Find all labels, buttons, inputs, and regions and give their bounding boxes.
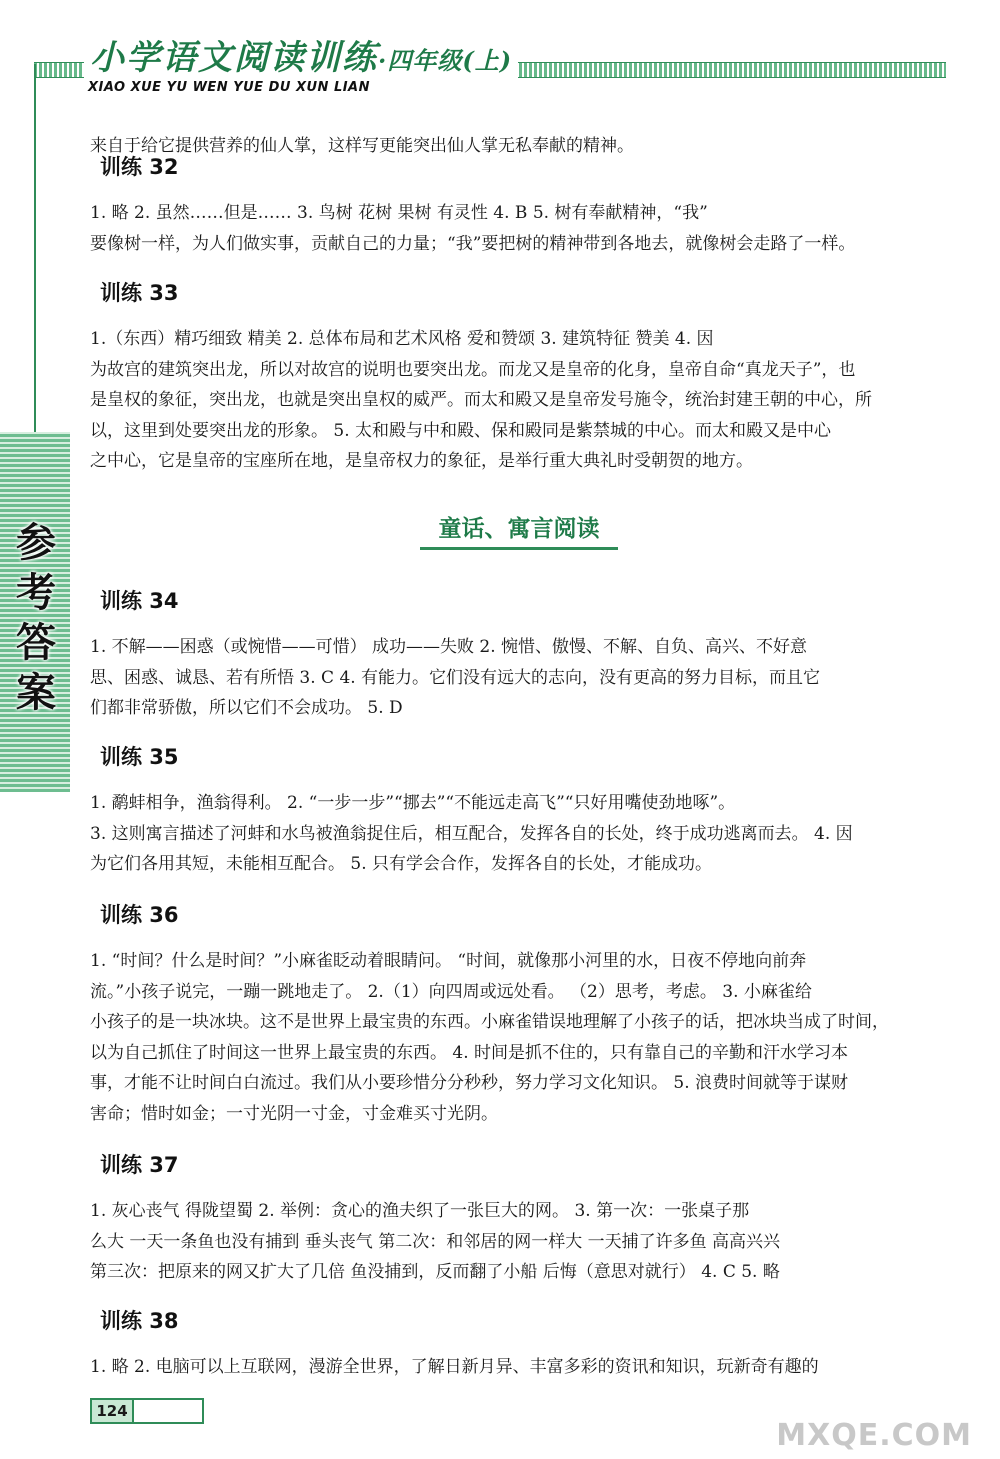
answer-line: 小孩子的是一块冰块。这不是世界上最宝贵的东西。小麻雀错误地理解了小孩子的话，把冰块当成了时间， xyxy=(90,1012,889,1032)
book-title-pinyin: XIAO XUE YU WEN YUE DU XUN LIAN xyxy=(88,80,370,95)
section-title: 训练 32 xyxy=(100,155,179,179)
answer-line: 1. 鹬蚌相争，渔翁得利。 2. “一步一步”“挪去”“不能远走高飞”“只好用嘴使劲地啄”。 xyxy=(90,793,736,813)
intro-line: 来自于给它提供营养的仙人掌，这样写更能突出仙人掌无私奉献的精神。 xyxy=(90,136,634,156)
section-training-36 xyxy=(90,900,948,1129)
answer-line: 为它们各用其短，未能相互配合。 5. 只有学会合作，发挥各自的长处，才能成功。 xyxy=(90,854,713,874)
side-tab-char: 参 xyxy=(16,520,56,566)
section-title: 训练 35 xyxy=(100,745,179,769)
answer-line: 为故宫的建筑突出龙，所以对故宫的说明也要突出龙。而龙又是皇帝的化身，皇帝自命“真龙天子”，也 xyxy=(90,359,856,380)
section-training-33 xyxy=(90,278,948,477)
page-number-box xyxy=(90,1398,204,1424)
left-margin-rule xyxy=(34,64,36,434)
section-title: 训练 33 xyxy=(100,281,179,305)
page-number: 124 xyxy=(92,1400,134,1422)
answer-line: 以为自己抓住了时间这一世界上最宝贵的东西。 4. 时间是抓不住的，只有靠自己的辛勤和汗水学习本 xyxy=(90,1042,849,1063)
answer-line: 么大 一天一条鱼也没有捕到 垂头丧气 第二次：和邻居的网一样大 一天捕了许多鱼 高高兴兴 xyxy=(90,1231,781,1252)
category-heading: 童话、寓言阅读 xyxy=(420,510,618,550)
section-title: 训练 38 xyxy=(100,1309,179,1333)
section-body xyxy=(90,198,948,259)
answer-line: 1. 略 2. 电脑可以上互联网，漫游全世界，了解日新月异、丰富多彩的资讯和知识，玩新奇有趣的 xyxy=(90,1357,819,1377)
answer-line: 1.（东西）精巧细致 精美 2. 总体布局和艺术风格 爱和赞颂 3. 建筑特征 赞美 4. 因 xyxy=(90,329,714,349)
section-title: 训练 37 xyxy=(100,1153,179,1177)
answer-line: 是皇权的象征，突出龙，也就是突出皇权的威严。而太和殿又是皇帝发号施令，统治封建王朝的中心，所 xyxy=(90,390,872,410)
section-body xyxy=(90,788,948,880)
section-title: 训练 34 xyxy=(100,589,179,613)
section-training-32 xyxy=(90,152,948,259)
answer-line: 以，这里到处要突出龙的形象。 5. 太和殿与中和殿、保和殿同是紫禁城的中心。而太和殿又是中心 xyxy=(90,420,832,441)
section-training-37 xyxy=(90,1150,948,1288)
answer-line: 1. 灰心丧气 得陇望蜀 2. 举例：贪心的渔夫织了一张巨大的网。 3. 第一次：一张桌子那 xyxy=(90,1201,750,1221)
answer-line: 事，才能不让时间白白流过。我们从小要珍惜分分秒秒，努力学习文化知识。 5. 浪费时间就等于谋财 xyxy=(90,1073,849,1093)
page-header xyxy=(0,0,1000,100)
section-training-38 xyxy=(90,1306,948,1383)
watermark: MXQE.COM xyxy=(776,1418,972,1453)
answer-line: 第三次：把原来的网又扩大了几倍 鱼没捕到，反而翻了小船 后悔（意思对就行） 4. C 5. 略 xyxy=(90,1262,780,1282)
side-tab-char: 答 xyxy=(16,620,56,666)
answer-line: 1. 不解——困惑（或惋惜——可惜） 成功——失败 2. 惋惜、傲慢、不解、自负、高兴、不好意 xyxy=(90,637,808,657)
side-tab-char: 案 xyxy=(16,670,56,716)
answer-line: 之中心，它是皇帝的宝座所在地，是皇帝权力的象征，是举行重大典礼时受朝贺的地方。 xyxy=(90,451,753,471)
side-tab-label xyxy=(8,518,64,718)
book-title-main: 小学语文阅读训练 xyxy=(90,38,378,78)
answer-line: 们都非常骄傲，所以它们不会成功。 5. D xyxy=(90,698,403,718)
side-tab-char: 考 xyxy=(16,570,56,616)
section-body xyxy=(90,946,948,1129)
answer-line: 要像树一样，为人们做实事，贡献自己的力量；“我”要把树的精神带到各地去，就像树会走路了一样。 xyxy=(90,233,856,254)
answer-line: 1. 略 2. 虽然……但是…… 3. 鸟树 花树 果树 有灵性 4. B 5. 树有奉献精神，“我” xyxy=(90,203,708,223)
section-training-35 xyxy=(90,742,948,880)
answer-line: 流。”小孩子说完，一蹦一跳地走了。 2.（1）向四周或远处看。 （2）思考，考虑。 3. 小麻雀给 xyxy=(90,981,812,1002)
answer-line: 3. 这则寓言描述了河蚌和水鸟被渔翁捉住后，相互配合，发挥各自的长处，终于成功逃离而去。 4. 因 xyxy=(90,823,853,844)
answer-line: 思、困惑、诚恳、若有所悟 3. C 4. 有能力。它们没有远大的志向，没有更高的努力目标，而且它 xyxy=(90,667,821,688)
section-body xyxy=(90,1196,948,1288)
section-body xyxy=(90,632,948,724)
section-body xyxy=(90,1352,948,1383)
answer-line: 害命；惜时如金；一寸光阴一寸金，寸金难买寸光阴。 xyxy=(90,1103,498,1124)
book-title-grade: ·四年级(上) xyxy=(378,46,513,75)
section-training-34 xyxy=(90,586,948,724)
answer-line: 1. “时间？什么是时间？”小麻雀眨动着眼睛问。 “时间，就像那小河里的水，日夜不停地向前奔 xyxy=(90,951,807,971)
book-title xyxy=(84,30,518,79)
section-title: 训练 36 xyxy=(100,903,179,927)
section-body xyxy=(90,324,948,477)
